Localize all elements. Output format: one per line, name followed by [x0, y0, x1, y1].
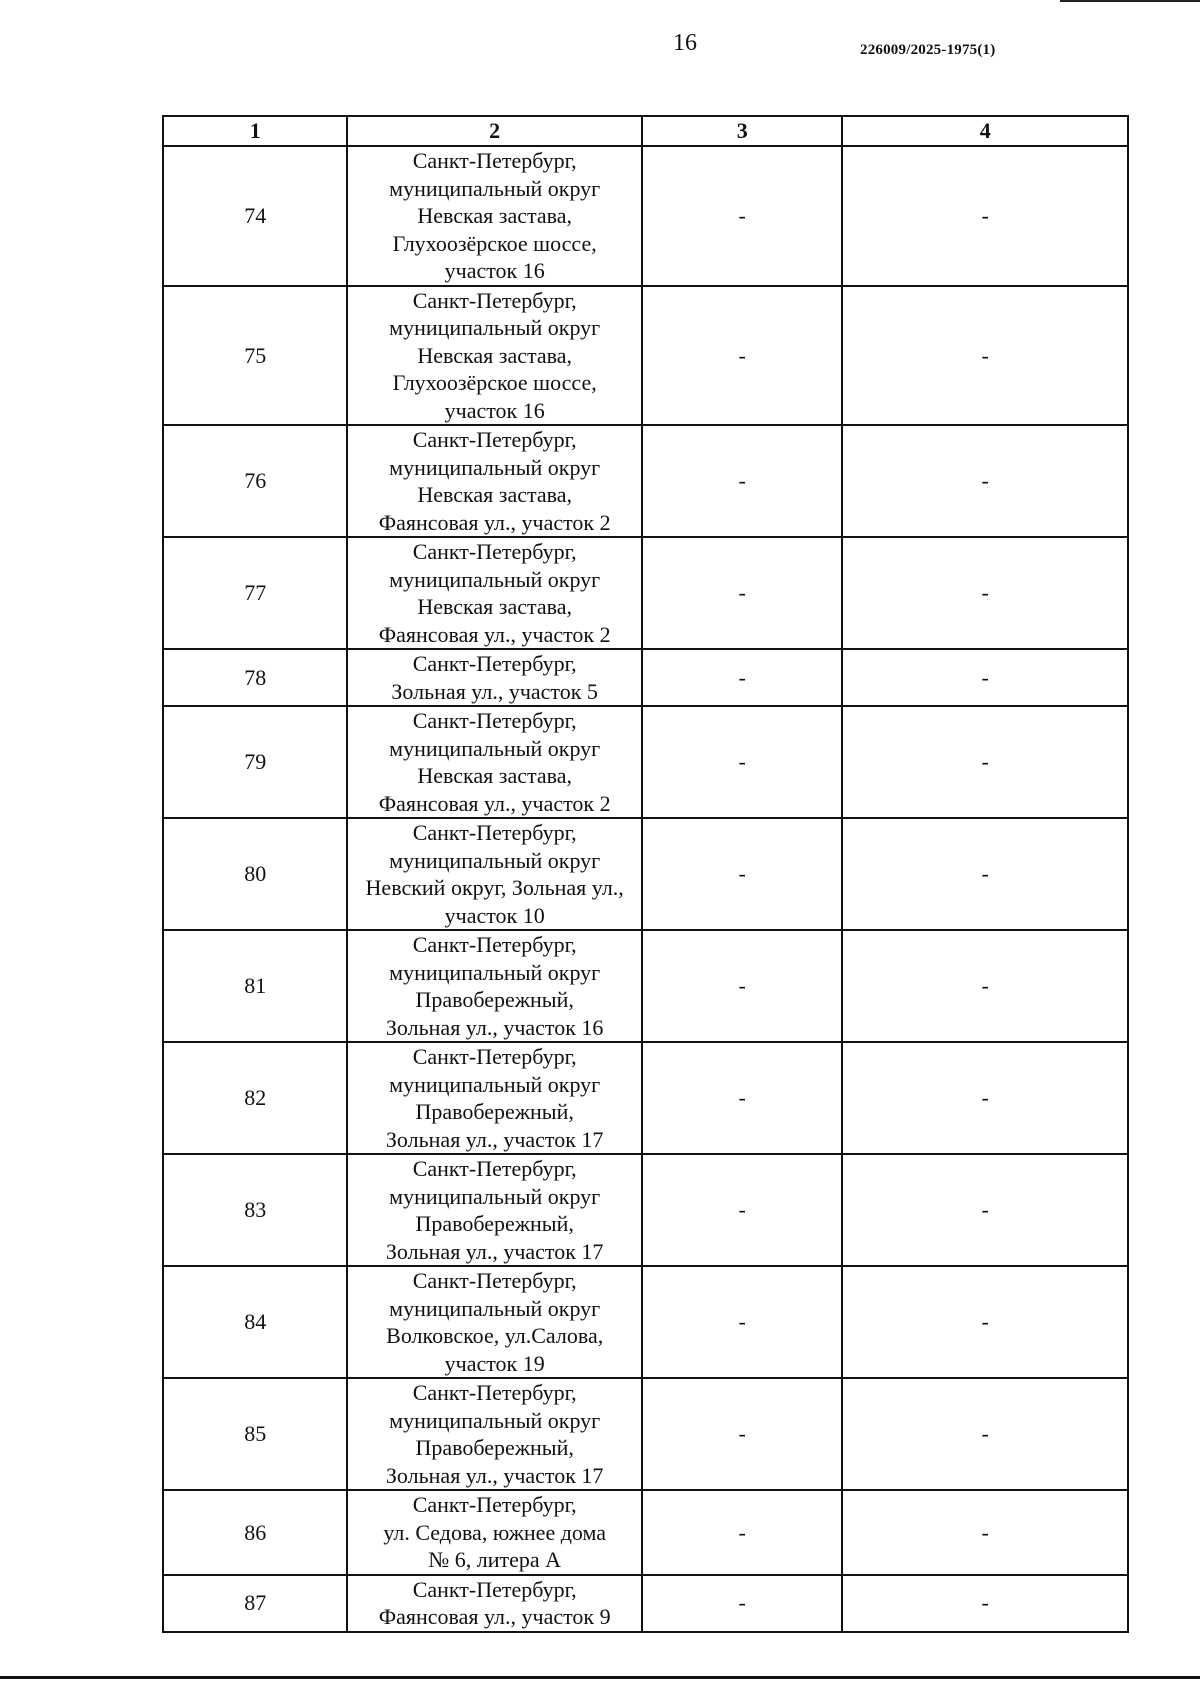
column-4-cell: -: [842, 1266, 1128, 1378]
column-3-cell: -: [642, 286, 842, 426]
table-row: [163, 286, 1128, 426]
column-4-cell: -: [842, 1575, 1128, 1632]
column-3-cell: -: [642, 930, 842, 1042]
table-row: [163, 706, 1128, 818]
address-line: Санкт-Петербург,: [412, 1268, 577, 1293]
row-number-cell: 80: [163, 818, 347, 930]
address-line: Зольная ул., участок 17: [385, 1126, 604, 1152]
address-line: муниципальный округ: [389, 315, 601, 340]
page-number: 16: [673, 30, 697, 56]
address-line: Волковское, ул.Салова,: [386, 1323, 604, 1348]
address-line: Санкт-Петербург,: [412, 1492, 577, 1517]
table-row: [163, 649, 1128, 706]
address-line: Санкт-Петербург,: [412, 932, 577, 957]
row-number-cell: 78: [163, 649, 347, 706]
column-4-cell: -: [842, 930, 1128, 1042]
address-line: Санкт-Петербург,: [412, 1156, 577, 1181]
column-3-cell: -: [642, 1154, 842, 1266]
address-cell: [347, 1042, 642, 1154]
column-4-cell: -: [842, 537, 1128, 649]
address-line: Невская застава,: [417, 342, 572, 368]
address-line: муниципальный округ: [389, 959, 601, 985]
row-number-cell: 76: [163, 425, 347, 537]
column-4-cell: -: [842, 425, 1128, 537]
address-cell: [347, 286, 642, 426]
address-cell: [347, 649, 642, 706]
row-number-cell: 86: [163, 1490, 347, 1575]
row-number-cell: 77: [163, 537, 347, 649]
row-number-cell: 83: [163, 1154, 347, 1266]
address-line: муниципальный округ: [389, 1295, 601, 1321]
address-line: Санкт-Петербург,: [412, 708, 577, 733]
address-line: муниципальный округ: [389, 175, 601, 201]
address-line: Зольная ул., участок 17: [385, 1462, 604, 1488]
address-line: Санкт-Петербург,: [412, 148, 577, 173]
column-header-2: 2: [347, 116, 642, 146]
column-3-cell: -: [642, 146, 842, 286]
address-line: Санкт-Петербург,: [412, 1044, 577, 1069]
row-number-cell: 84: [163, 1266, 347, 1378]
address-line: Правобережный,: [415, 1435, 574, 1460]
address-cell: [347, 1490, 642, 1575]
address-line: участок 19: [444, 1350, 545, 1376]
column-4-cell: -: [842, 649, 1128, 706]
column-3-cell: -: [642, 425, 842, 537]
row-number-cell: 81: [163, 930, 347, 1042]
address-line: Санкт-Петербург,: [412, 820, 577, 845]
top-edge-rule: [1060, 0, 1200, 2]
address-line: Глухоозёрское шоссе,: [392, 230, 597, 256]
address-line: Фаянсовая ул., участок 2: [378, 621, 611, 647]
address-table: [162, 115, 1129, 1633]
address-line: Фаянсовая ул., участок 2: [378, 509, 611, 535]
address-line: Правобережный,: [415, 1211, 574, 1236]
column-4-cell: -: [842, 1490, 1128, 1575]
table-row: [163, 537, 1128, 649]
column-3-cell: -: [642, 1266, 842, 1378]
column-3-cell: -: [642, 1378, 842, 1490]
bottom-edge-rule: [0, 1676, 1200, 1679]
address-line: Невская застава,: [417, 594, 572, 619]
address-line: Санкт-Петербург,: [412, 1380, 577, 1405]
row-number-cell: 85: [163, 1378, 347, 1490]
address-line: муниципальный округ: [389, 1183, 601, 1209]
column-3-cell: -: [642, 1575, 842, 1632]
address-line: Правобережный,: [415, 987, 574, 1012]
address-line: Санкт-Петербург,: [412, 539, 577, 564]
address-line: Невская застава,: [417, 763, 572, 788]
address-line: № 6, литера А: [428, 1547, 562, 1572]
column-4-cell: -: [842, 706, 1128, 818]
address-cell: [347, 537, 642, 649]
address-line: Санкт-Петербург,: [412, 287, 577, 313]
address-line: Зольная ул., участок 16: [385, 1014, 604, 1040]
table-row: [163, 1378, 1128, 1490]
address-cell: [347, 930, 642, 1042]
row-number-cell: 75: [163, 286, 347, 426]
table-row: [163, 1042, 1128, 1154]
column-4-cell: -: [842, 818, 1128, 930]
address-line: муниципальный округ: [389, 454, 601, 480]
table-row: [163, 1490, 1128, 1575]
row-number-cell: 82: [163, 1042, 347, 1154]
table-row: [163, 1575, 1128, 1632]
table-row: [163, 930, 1128, 1042]
column-3-cell: -: [642, 1490, 842, 1575]
table-row: [163, 1266, 1128, 1378]
address-line: муниципальный округ: [389, 1071, 601, 1097]
column-4-cell: -: [842, 286, 1128, 426]
column-header-4: 4: [842, 116, 1128, 146]
column-3-cell: -: [642, 649, 842, 706]
column-4-cell: -: [842, 1154, 1128, 1266]
address-cell: [347, 706, 642, 818]
document-reference: 226009/2025-1975(1): [860, 42, 996, 58]
column-3-cell: -: [642, 818, 842, 930]
address-line: Глухоозёрское шоссе,: [392, 370, 597, 395]
table-row: [163, 818, 1128, 930]
table-row: [163, 425, 1128, 537]
table-row: [163, 146, 1128, 286]
address-line: Зольная ул., участок 5: [391, 678, 598, 704]
column-header-3: 3: [642, 116, 842, 146]
address-line: Невская застава,: [417, 482, 572, 507]
row-number-cell: 79: [163, 706, 347, 818]
address-cell: [347, 1378, 642, 1490]
column-header-1: 1: [163, 116, 347, 146]
address-line: участок 16: [444, 258, 545, 283]
row-number-cell: 74: [163, 146, 347, 286]
address-line: Фаянсовая ул., участок 2: [378, 790, 611, 816]
column-4-cell: -: [842, 146, 1128, 286]
address-line: муниципальный округ: [389, 847, 601, 873]
address-line: участок 16: [444, 397, 545, 423]
address-cell: [347, 1575, 642, 1632]
address-line: Фаянсовая ул., участок 9: [378, 1604, 611, 1629]
column-4-cell: -: [842, 1378, 1128, 1490]
address-line: Санкт-Петербург,: [412, 651, 577, 676]
address-line: Санкт-Петербург,: [412, 1576, 577, 1602]
address-line: муниципальный округ: [389, 735, 601, 761]
table-row: [163, 1154, 1128, 1266]
address-line: Невский округ, Зольная ул.,: [365, 875, 624, 900]
address-cell: [347, 1154, 642, 1266]
address-line: участок 10: [444, 902, 545, 928]
address-cell: [347, 818, 642, 930]
address-line: Зольная ул., участок 17: [385, 1238, 604, 1264]
address-cell: [347, 425, 642, 537]
address-line: муниципальный округ: [389, 1407, 601, 1433]
address-cell: [347, 1266, 642, 1378]
column-3-cell: -: [642, 1042, 842, 1154]
address-line: ул. Седова, южнее дома: [383, 1519, 607, 1545]
column-3-cell: -: [642, 537, 842, 649]
address-line: Невская застава,: [417, 203, 572, 228]
address-line: Санкт-Петербург,: [412, 427, 577, 452]
row-number-cell: 87: [163, 1575, 347, 1632]
table-header-row: [163, 116, 1128, 146]
address-line: Правобережный,: [415, 1099, 574, 1124]
column-3-cell: -: [642, 706, 842, 818]
table-body: [163, 146, 1128, 1632]
address-cell: [347, 146, 642, 286]
column-4-cell: -: [842, 1042, 1128, 1154]
address-line: муниципальный округ: [389, 566, 601, 592]
